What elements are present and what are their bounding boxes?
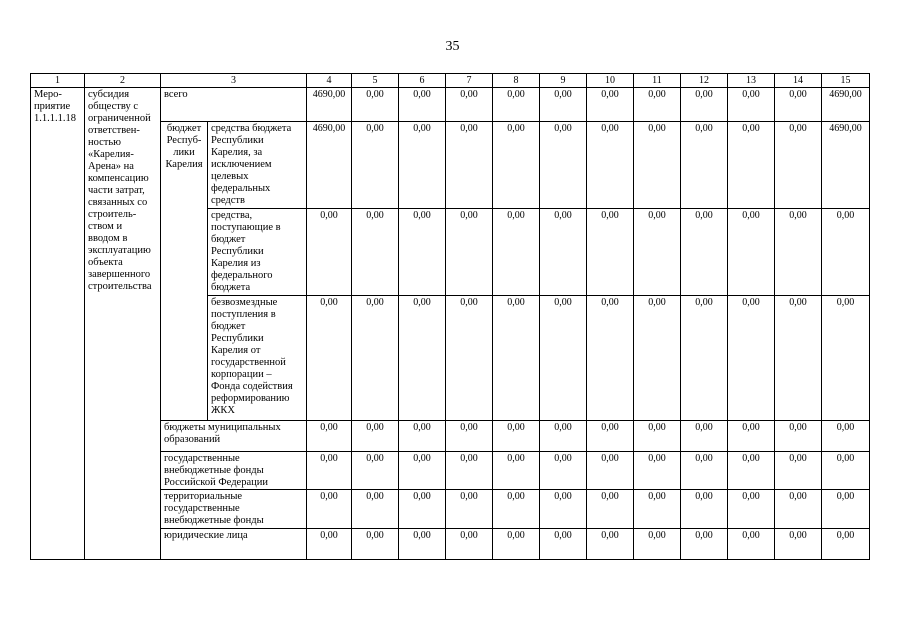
amount-cell: 0,00 [307,529,352,560]
funding-table [30,73,870,560]
column-number: 10 [587,74,634,88]
funding-source-label: средства, поступающие в бюджет Республики Карелия из федерального бюджета [208,209,307,296]
amount-cell: 0,00 [446,296,493,421]
amount-cell: 0,00 [399,452,446,490]
amount-cell: 0,00 [634,296,681,421]
amount-cell: 0,00 [446,421,493,452]
amount-cell: 0,00 [493,209,540,296]
amount-cell: 0,00 [775,452,822,490]
page-number: 35 [445,39,460,54]
column-number: 12 [681,74,728,88]
amount-cell: 0,00 [399,296,446,421]
amount-cell: 0,00 [352,421,399,452]
funding-source-label: государственные внебюджетные фонды Российской Федерации [161,452,307,490]
amount-cell: 0,00 [540,296,587,421]
amount-cell: 0,00 [681,421,728,452]
amount-cell: 0,00 [681,452,728,490]
amount-cell: 4690,00 [822,122,870,209]
amount-cell: 0,00 [540,529,587,560]
amount-cell: 0,00 [587,529,634,560]
amount-cell: 0,00 [728,296,775,421]
amount-cell: 0,00 [822,452,870,490]
amount-cell: 0,00 [540,452,587,490]
amount-cell: 0,00 [540,122,587,209]
amount-cell: 0,00 [399,209,446,296]
amount-cell: 0,00 [307,452,352,490]
amount-cell: 0,00 [446,490,493,529]
amount-cell: 0,00 [352,490,399,529]
amount-cell: 0,00 [728,452,775,490]
column-number: 15 [822,74,870,88]
funding-source-label: территориальные государственные внебюджетные фонды [161,490,307,529]
amount-cell: 0,00 [634,452,681,490]
amount-cell: 0,00 [446,209,493,296]
amount-cell: 0,00 [587,421,634,452]
amount-cell: 0,00 [493,490,540,529]
amount-cell: 0,00 [681,490,728,529]
amount-cell: 0,00 [399,421,446,452]
amount-cell: 0,00 [446,88,493,122]
amount-cell: 0,00 [587,88,634,122]
funding-source-label: безвозмездные поступления в бюджет Республики Карелия от государственной корпорации – Фонда содействия реформированию ЖКХ [208,296,307,421]
amount-cell: 0,00 [352,209,399,296]
amount-cell: 0,00 [728,529,775,560]
column-number: 4 [307,74,352,88]
amount-cell: 0,00 [493,529,540,560]
amount-cell: 0,00 [352,88,399,122]
amount-cell: 0,00 [728,490,775,529]
amount-cell: 0,00 [399,88,446,122]
amount-cell: 4690,00 [307,88,352,122]
amount-cell: 0,00 [540,209,587,296]
amount-cell: 0,00 [446,122,493,209]
amount-cell: 0,00 [540,421,587,452]
amount-cell: 0,00 [587,122,634,209]
amount-cell: 0,00 [728,122,775,209]
amount-cell: 0,00 [775,88,822,122]
amount-cell: 0,00 [634,122,681,209]
amount-cell: 0,00 [446,529,493,560]
amount-cell: 0,00 [634,88,681,122]
amount-cell: 0,00 [307,296,352,421]
column-number-row [31,74,870,88]
amount-cell: 0,00 [634,529,681,560]
amount-cell: 0,00 [587,452,634,490]
amount-cell: 0,00 [634,209,681,296]
funding-source-label: средства бюджета Республики Карелия, за исключением целевых федеральных средств [208,122,307,209]
amount-cell: 0,00 [446,452,493,490]
amount-cell: 0,00 [822,421,870,452]
amount-cell: 4690,00 [822,88,870,122]
amount-cell: 0,00 [352,122,399,209]
amount-cell: 0,00 [775,490,822,529]
amount-cell: 0,00 [681,209,728,296]
column-number: 6 [399,74,446,88]
column-number: 7 [446,74,493,88]
column-number: 13 [728,74,775,88]
amount-cell: 0,00 [307,421,352,452]
amount-cell: 0,00 [352,529,399,560]
column-number: 9 [540,74,587,88]
amount-cell: 0,00 [399,122,446,209]
amount-cell: 0,00 [822,529,870,560]
amount-cell: 0,00 [681,88,728,122]
amount-cell: 0,00 [352,452,399,490]
column-number: 11 [634,74,681,88]
amount-cell: 0,00 [493,452,540,490]
amount-cell: 0,00 [493,88,540,122]
column-number: 2 [85,74,161,88]
amount-cell: 0,00 [775,421,822,452]
column-number: 5 [352,74,399,88]
amount-cell: 0,00 [728,88,775,122]
amount-cell: 0,00 [728,421,775,452]
amount-cell: 0,00 [775,529,822,560]
amount-cell: 4690,00 [307,122,352,209]
amount-cell: 0,00 [493,122,540,209]
amount-cell: 0,00 [681,529,728,560]
amount-cell: 0,00 [822,296,870,421]
amount-cell: 0,00 [493,421,540,452]
amount-cell: 0,00 [681,122,728,209]
amount-cell: 0,00 [822,209,870,296]
event-description: субсидия обществу с ограниченной ответствен- ностью «Карелия- Арена» на компенсацию части затрат, связанных со строитель- ством и вводом в эксплуатацию объекта завершенного строительства [85,88,161,560]
amount-cell: 0,00 [399,490,446,529]
amount-cell: 0,00 [634,490,681,529]
amount-cell: 0,00 [587,490,634,529]
amount-cell: 0,00 [728,209,775,296]
amount-cell: 0,00 [775,209,822,296]
budget-group-label: бюджет Респуб- лики Карелия [161,122,208,421]
amount-cell: 0,00 [399,529,446,560]
amount-cell: 0,00 [822,490,870,529]
amount-cell: 0,00 [540,88,587,122]
column-number: 3 [161,74,307,88]
amount-cell: 0,00 [681,296,728,421]
event-code: Меро- приятие 1.1.1.1.18 [31,88,85,560]
funding-source-label: юридические лица [161,529,307,560]
amount-cell: 0,00 [307,209,352,296]
column-number: 1 [31,74,85,88]
amount-cell: 0,00 [634,421,681,452]
amount-cell: 0,00 [775,122,822,209]
funding-source-label: бюджеты муниципальных образований [161,421,307,452]
table-row [31,88,870,122]
amount-cell: 0,00 [493,296,540,421]
amount-cell: 0,00 [587,209,634,296]
column-number: 14 [775,74,822,88]
amount-cell: 0,00 [587,296,634,421]
amount-cell: 0,00 [352,296,399,421]
amount-cell: 0,00 [775,296,822,421]
amount-cell: 0,00 [540,490,587,529]
column-number: 8 [493,74,540,88]
amount-cell: 0,00 [307,490,352,529]
funding-source-label: всего [161,88,307,122]
